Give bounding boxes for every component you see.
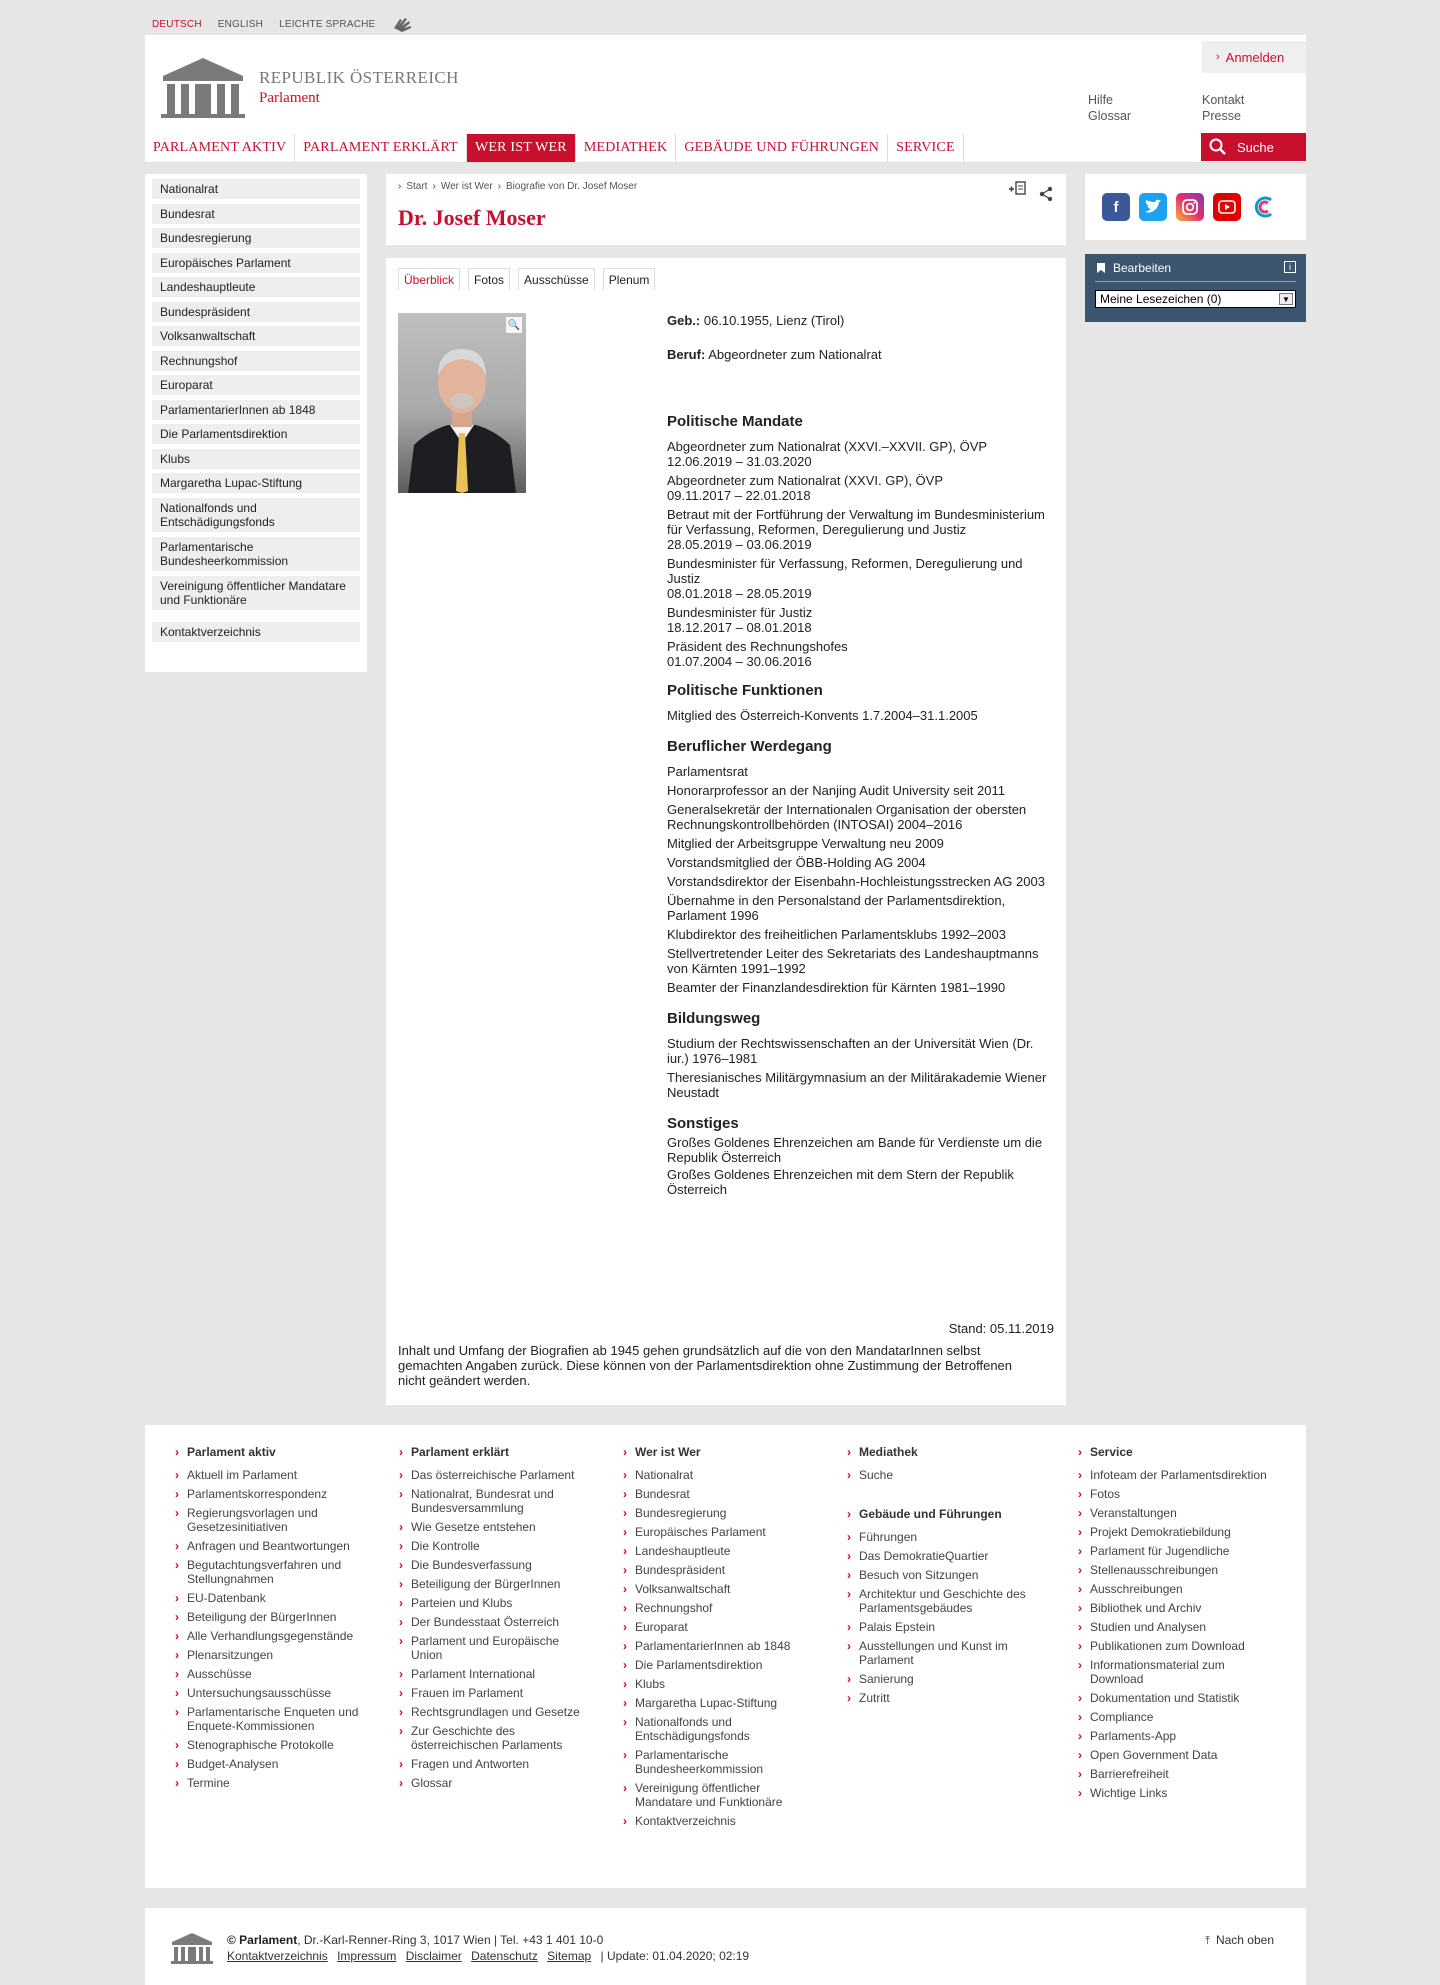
footer-link[interactable]: › Untersuchungsausschüsse bbox=[175, 1686, 365, 1700]
footer-link[interactable]: › Parlamentskorrespondenz bbox=[175, 1487, 365, 1501]
nav-service[interactable]: SERVICE bbox=[888, 134, 964, 162]
info-icon[interactable]: i bbox=[1284, 261, 1296, 273]
footer-link[interactable]: › Suche bbox=[847, 1468, 1037, 1482]
sidebar-item-nationalrat[interactable]: Nationalrat bbox=[152, 179, 360, 199]
footer-column-parlament-aktiv bbox=[175, 1445, 365, 1795]
sidebar-item-bundesregierung[interactable]: Bundesregierung bbox=[152, 228, 360, 248]
footer-link[interactable]: › Landeshauptleute bbox=[623, 1544, 813, 1558]
footer-column-heading[interactable]: › Mediathek bbox=[847, 1445, 1037, 1459]
mandate-item: Betraut mit der Fortführung der Verwaltung im Bundesministerium für Verfassung, Reformen, Deregulierung und Justiz 28.05.2019 – 03.06.2019 bbox=[667, 507, 1045, 552]
glossary-link[interactable]: Glossar bbox=[1088, 109, 1132, 123]
sidebar-item-lupac-stiftung[interactable]: Margaretha Lupac-Stiftung bbox=[152, 473, 360, 493]
tab-ueberblick[interactable]: Überblick bbox=[398, 268, 460, 290]
demokratiewebstatt-icon[interactable] bbox=[1250, 193, 1278, 221]
footer-link[interactable]: › Zur Geschichte des österreichischen Parlaments bbox=[399, 1724, 589, 1752]
back-to-top-link[interactable]: ⤒ Nach oben bbox=[1205, 1933, 1274, 1947]
werdegang-item: Klubdirektor des freiheitlichen Parlamentsklubs 1992–2003 bbox=[667, 927, 1006, 942]
footer-link[interactable]: › Parlament International bbox=[399, 1667, 589, 1681]
werdegang-item: Parlamentsrat bbox=[667, 764, 748, 779]
footer-column-wer-ist-wer bbox=[623, 1445, 813, 1833]
footer-link[interactable]: › Aktuell im Parlament bbox=[175, 1468, 365, 1482]
footer-link-disclaimer[interactable]: Disclaimer bbox=[405, 1949, 462, 1963]
breadcrumb-start[interactable]: Start bbox=[406, 181, 428, 192]
biography-content bbox=[386, 258, 1066, 1405]
sidebar-item-parlamentsdirektion[interactable]: Die Parlamentsdirektion bbox=[152, 424, 360, 444]
page-title: Dr. Josef Moser bbox=[398, 205, 546, 230]
mandate-item: Abgeordneter zum Nationalrat (XXVI. GP), ÖVP 09.11.2017 – 22.01.2018 bbox=[667, 473, 944, 503]
werdegang-item: Stellvertretender Leiter des Sekretariats des Landeshauptmanns von Kärnten 1991–1992 bbox=[667, 946, 1039, 976]
footer-link[interactable]: › Kontaktverzeichnis bbox=[623, 1814, 813, 1828]
update-text: | Update: 01.04.2020; 02:19 bbox=[600, 1949, 750, 1963]
footer-column-mediathek bbox=[847, 1445, 1037, 1710]
footer-link[interactable]: › Beteiligung der BürgerInnen bbox=[175, 1610, 365, 1624]
sidebar bbox=[145, 174, 367, 672]
footer-link[interactable]: › Parlament und Europäische Union bbox=[399, 1634, 589, 1662]
footer-column-parlament-erklaert bbox=[399, 1445, 589, 1795]
footer-link[interactable]: › Ausschreibungen bbox=[1078, 1582, 1268, 1596]
profession-label: Beruf: bbox=[667, 347, 706, 362]
footer-link[interactable]: › Rechnungshof bbox=[623, 1601, 813, 1615]
lang-leichte-sprache[interactable]: LEICHTE SPRACHE bbox=[279, 18, 376, 30]
tab-ausschuesse[interactable]: Ausschüsse bbox=[518, 268, 595, 290]
profession-value: Abgeordneter zum Nationalrat bbox=[708, 347, 882, 362]
section-heading-funktionen: Politische Funktionen bbox=[667, 682, 823, 699]
section-heading-mandate: Politische Mandate bbox=[667, 413, 803, 430]
footer-link[interactable]: › Open Government Data bbox=[1078, 1748, 1268, 1762]
werdegang-item: Mitglied der Arbeitsgruppe Verwaltung neu 2009 bbox=[667, 836, 944, 851]
footer-link[interactable]: › Anfragen und Beantwortungen bbox=[175, 1539, 365, 1553]
disclaimer-text: Inhalt und Umfang der Biografien ab 1945 gehen grundsätzlich auf die von den MandatarInnen selbst gemachten Angaben zurück. Diese können von der Parlamentsdirektion ohne Zustimmung der Betroffenen nicht geändert werden. bbox=[398, 1343, 1013, 1388]
footer-link[interactable]: › Die Bundesverfassung bbox=[399, 1558, 589, 1572]
footer-link[interactable]: › Margaretha Lupac-Stiftung bbox=[623, 1696, 813, 1710]
footer-link[interactable]: › Beteiligung der BürgerInnen bbox=[399, 1577, 589, 1591]
sidebar-item-parlamentarierinnen[interactable]: ParlamentarierInnen ab 1848 bbox=[152, 400, 360, 420]
section-heading-sonstiges: Sonstiges bbox=[667, 1115, 739, 1132]
footer-link[interactable]: › Ausstellungen und Kunst im Parlament bbox=[847, 1639, 1037, 1667]
login-button[interactable]: › Anmelden bbox=[1202, 41, 1306, 73]
chevron-right-icon: › bbox=[432, 181, 436, 192]
footer-link[interactable]: › Glossar bbox=[399, 1776, 589, 1790]
chevron-right-icon: › bbox=[497, 181, 502, 192]
footer-link[interactable]: › Nationalrat, Bundesrat und Bundesversammlung bbox=[399, 1487, 589, 1515]
footer-link[interactable]: › Volksanwaltschaft bbox=[623, 1582, 813, 1596]
press-link[interactable]: Presse bbox=[1202, 109, 1241, 123]
footer-link[interactable]: › Parlamentarische Enqueten und Enquete-Kommissionen bbox=[175, 1705, 365, 1733]
footer-link[interactable]: › Frauen im Parlament bbox=[399, 1686, 589, 1700]
footer-link[interactable]: › Regierungsvorlagen und Gesetzesinitiativen bbox=[175, 1506, 365, 1534]
sidebar-item-rechnungshof[interactable]: Rechnungshof bbox=[152, 351, 360, 371]
portrait-image bbox=[398, 313, 526, 493]
sidebar-item-kontaktverzeichnis[interactable]: Kontaktverzeichnis bbox=[152, 622, 360, 642]
sidebar-item-bundesheerkommission[interactable]: Parlamentarische Bundesheerkommission bbox=[152, 537, 360, 571]
footer-link[interactable]: › Fragen und Antworten bbox=[399, 1757, 589, 1771]
werdegang-item: Beamter der Finanzlandesdirektion für Kärnten 1981–1990 bbox=[667, 980, 1006, 995]
tab-bar bbox=[398, 268, 655, 290]
lang-deutsch[interactable]: DEUTSCH bbox=[152, 18, 202, 30]
footer-link[interactable]: › Projekt Demokratiebildung bbox=[1078, 1525, 1268, 1539]
tab-plenum[interactable]: Plenum bbox=[603, 268, 656, 290]
divider bbox=[1095, 281, 1296, 282]
tab-fotos[interactable]: Fotos bbox=[468, 268, 510, 290]
bookmark-add-icon[interactable] bbox=[1008, 180, 1028, 200]
chevron-right-icon: › bbox=[398, 181, 402, 192]
footer-link[interactable]: › Stenographische Protokolle bbox=[175, 1738, 365, 1752]
footer-link[interactable]: › Budget-Analysen bbox=[175, 1757, 365, 1771]
nav-gebaeude-fuehrungen[interactable]: GEBÄUDE UND FÜHRUNGEN bbox=[676, 134, 888, 162]
lang-english[interactable]: ENGLISH bbox=[217, 18, 264, 30]
werdegang-item: Vorstandsdirektor der Eisenbahn-Hochleistungsstrecken AG 2003 bbox=[667, 874, 1045, 889]
chevron-down-icon: ▼ bbox=[1279, 293, 1293, 305]
footer-column-service bbox=[1078, 1445, 1268, 1805]
footer-link[interactable]: › Alle Verhandlungsgegenstände bbox=[175, 1629, 365, 1643]
edit-box bbox=[1085, 254, 1306, 322]
footer-link[interactable]: › Parlaments-App bbox=[1078, 1729, 1268, 1743]
breadcrumb-current: Biografie von Dr. Josef Moser bbox=[506, 181, 638, 192]
footer-link[interactable]: › Studien und Analysen bbox=[1078, 1620, 1268, 1634]
footer-link[interactable]: › EU-Datenbank bbox=[175, 1591, 365, 1605]
footer-link[interactable]: › Begutachtungsverfahren und Stellungnahmen bbox=[175, 1558, 365, 1586]
footer-link[interactable]: › Das DemokratieQuartier bbox=[847, 1549, 1037, 1563]
footer-link-kontaktverzeichnis[interactable]: Kontaktverzeichnis bbox=[227, 1949, 328, 1963]
footer-link[interactable]: › Architektur und Geschichte des Parlamentsgebäudes bbox=[847, 1587, 1037, 1615]
sidebar-item-bundespraesident[interactable]: Bundespräsident bbox=[152, 302, 360, 322]
footer-link[interactable]: › Plenarsitzungen bbox=[175, 1648, 365, 1662]
sidebar-item-volksanwaltschaft[interactable]: Volksanwaltschaft bbox=[152, 326, 360, 346]
mandate-item: Bundesminister für Justiz 18.12.2017 – 08.01.2018 bbox=[667, 605, 813, 635]
language-bar bbox=[152, 14, 415, 34]
search-icon bbox=[1209, 138, 1227, 156]
footer-link[interactable]: › Fotos bbox=[1078, 1487, 1268, 1501]
footer-sitemap bbox=[145, 1425, 1306, 1888]
footer-link[interactable]: › Dokumentation und Statistik bbox=[1078, 1691, 1268, 1705]
footer-link-impressum[interactable]: Impressum bbox=[337, 1949, 397, 1963]
facebook-icon[interactable]: f bbox=[1102, 193, 1130, 221]
footer-link[interactable]: › Compliance bbox=[1078, 1710, 1268, 1724]
copyright-org: © Parlament bbox=[227, 1933, 298, 1947]
sidebar-item-europarat[interactable]: Europarat bbox=[152, 375, 360, 395]
footer-link[interactable]: › Zutritt bbox=[847, 1691, 1037, 1705]
bookmarks-select[interactable]: Meine Lesezeichen (0) ▼ bbox=[1095, 290, 1296, 308]
footer-link[interactable]: › Publikationen zum Download bbox=[1078, 1639, 1268, 1653]
sonstiges-item: Großes Goldenes Ehrenzeichen mit dem Stern der Republik Österreich bbox=[667, 1167, 1014, 1197]
footer-link[interactable]: › Parlamentarische Bundesheerkommission bbox=[623, 1748, 813, 1776]
werdegang-item: Vorstandsmitglied der ÖBB-Holding AG 2004 bbox=[667, 855, 926, 870]
footer-link[interactable]: › Europarat bbox=[623, 1620, 813, 1634]
footer-link[interactable]: › Stellenausschreibungen bbox=[1078, 1563, 1268, 1577]
footer-link[interactable]: › Wichtige Links bbox=[1078, 1786, 1268, 1800]
section-heading-bildung: Bildungsweg bbox=[667, 1010, 761, 1027]
funktion-item: Mitglied des Österreich-Konvents 1.7.2004–31.1.2005 bbox=[667, 708, 978, 723]
birth-label: Geb.: bbox=[667, 313, 701, 328]
mandate-item: Präsident des Rechnungshofes 01.07.2004 – 30.06.2016 bbox=[667, 639, 848, 669]
bildung-item: Studium der Rechtswissenschaften an der Universität Wien (Dr. iur.) 1976–1981 bbox=[667, 1036, 1034, 1066]
sign-language-hands-icon[interactable] bbox=[391, 14, 415, 34]
footer-link[interactable]: › Nationalrat bbox=[623, 1468, 813, 1482]
footer-link-sitemap[interactable]: Sitemap bbox=[547, 1949, 592, 1963]
breadcrumb bbox=[398, 181, 637, 192]
chevron-right-icon: › bbox=[1216, 51, 1220, 63]
title-card bbox=[386, 174, 1066, 245]
share-icon[interactable] bbox=[1038, 186, 1054, 202]
portrait-photo[interactable] bbox=[398, 313, 526, 493]
site-header bbox=[145, 35, 1306, 163]
footer-link[interactable]: › Palais Epstein bbox=[847, 1620, 1037, 1634]
bottom-bar bbox=[145, 1908, 1306, 1985]
parliament-building-icon bbox=[170, 1932, 214, 1964]
footer-link[interactable]: › Ausschüsse bbox=[175, 1667, 365, 1681]
last-updated: Stand: 05.11.2019 bbox=[948, 1321, 1054, 1336]
mandate-item: Bundesminister für Verfassung, Reformen, Deregulierung und Justiz 08.01.2018 – 28.05.2019 bbox=[667, 556, 1023, 601]
footer-link[interactable]: › Die Kontrolle bbox=[399, 1539, 589, 1553]
instagram-icon[interactable] bbox=[1176, 193, 1204, 221]
footer-link[interactable]: › Bibliothek und Archiv bbox=[1078, 1601, 1268, 1615]
contact-link[interactable]: Kontakt bbox=[1202, 93, 1245, 107]
search-button[interactable]: Suche bbox=[1201, 133, 1306, 161]
werdegang-item: Übernahme in den Personalstand der Parlamentsdirektion, Parlament 1996 bbox=[667, 893, 1006, 923]
nav-parlament-erklaert[interactable]: PARLAMENT ERKLÄRT bbox=[295, 134, 467, 162]
edit-box-title: Bearbeiten bbox=[1113, 261, 1172, 275]
sidebar-item-nationalfonds[interactable]: Nationalfonds und Entschädigungsfonds bbox=[152, 498, 360, 532]
footer-link[interactable]: › Die Parlamentsdirektion bbox=[623, 1658, 813, 1672]
footer-link[interactable]: › Rechtsgrundlagen und Gesetze bbox=[399, 1705, 589, 1719]
logo-title: REPUBLIK ÖSTERREICH bbox=[259, 67, 459, 87]
twitter-icon[interactable] bbox=[1139, 193, 1167, 221]
werdegang-item: Honorarprofessor an der Nanjing Audit University seit 2011 bbox=[667, 783, 1005, 798]
footer-link[interactable]: › Der Bundesstaat Österreich bbox=[399, 1615, 589, 1629]
footer-link[interactable]: › Das österreichische Parlament bbox=[399, 1468, 589, 1482]
footer-link[interactable]: › Bundesrat bbox=[623, 1487, 813, 1501]
social-media-box bbox=[1085, 174, 1306, 240]
footer-link[interactable]: › Barrierefreiheit bbox=[1078, 1767, 1268, 1781]
nav-mediathek[interactable]: MEDIATHEK bbox=[576, 134, 676, 162]
parliament-logo[interactable] bbox=[159, 56, 459, 118]
logo-subtitle: Parlament bbox=[259, 89, 320, 106]
footer-link[interactable]: › Bundesregierung bbox=[623, 1506, 813, 1520]
zoom-icon[interactable]: 🔍 bbox=[506, 317, 522, 333]
footer-link[interactable]: › Wie Gesetze entstehen bbox=[399, 1520, 589, 1534]
sonstiges-item: Großes Goldenes Ehrenzeichen am Bande für Verdienste um die Republik Österreich bbox=[667, 1135, 1043, 1165]
sidebar-item-klubs[interactable]: Klubs bbox=[152, 449, 360, 469]
footer-link[interactable]: › ParlamentarierInnen ab 1848 bbox=[623, 1639, 813, 1653]
footer-column-heading[interactable]: › Service bbox=[1078, 1445, 1268, 1459]
footer-link[interactable]: › Klubs bbox=[623, 1677, 813, 1691]
footer-column-heading[interactable]: › Parlament erklärt bbox=[399, 1445, 589, 1459]
spacer bbox=[847, 1487, 1037, 1507]
footer-link[interactable]: › Veranstaltungen bbox=[1078, 1506, 1268, 1520]
mandate-item: Abgeordneter zum Nationalrat (XXVI.–XXVII. GP), ÖVP 12.06.2019 – 31.03.2020 bbox=[667, 439, 988, 469]
sidebar-item-europaeisches-parlament[interactable]: Europäisches Parlament bbox=[152, 253, 360, 273]
help-link[interactable]: Hilfe bbox=[1088, 93, 1114, 107]
footer-link-datenschutz[interactable]: Datenschutz bbox=[471, 1949, 538, 1963]
arrow-up-icon: ⤒ bbox=[1205, 1935, 1210, 1947]
breadcrumb-wer-ist-wer[interactable]: Wer ist Wer bbox=[440, 181, 493, 192]
youtube-icon[interactable] bbox=[1213, 193, 1241, 221]
parliament-building-icon bbox=[159, 56, 247, 118]
main-navigation bbox=[145, 133, 1306, 163]
sidebar-item-vereinigung-mandatare[interactable]: Vereinigung öffentlicher Mandatare und Funktionäre bbox=[152, 576, 360, 610]
footer-column-heading[interactable]: › Parlament aktiv bbox=[175, 1445, 365, 1459]
footer-link[interactable]: › Parlament für Jugendliche bbox=[1078, 1544, 1268, 1558]
footer-column-heading[interactable]: › Gebäude und Führungen bbox=[847, 1507, 1037, 1521]
footer-link[interactable]: › Termine bbox=[175, 1776, 365, 1790]
footer-link[interactable]: › Vereinigung öffentlicher Mandatare und Funktionäre bbox=[623, 1781, 813, 1809]
footer-column-heading[interactable]: › Wer ist Wer bbox=[623, 1445, 813, 1459]
bookmark-icon bbox=[1095, 262, 1107, 274]
footer-link[interactable]: › Führungen bbox=[847, 1530, 1037, 1544]
sidebar-item-landeshauptleute[interactable]: Landeshauptleute bbox=[152, 277, 360, 297]
footer-link[interactable]: › Sanierung bbox=[847, 1672, 1037, 1686]
sidebar-item-bundesrat[interactable]: Bundesrat bbox=[152, 204, 360, 224]
footer-link[interactable]: › Informationsmaterial zum Download bbox=[1078, 1658, 1268, 1686]
section-heading-werdegang: Beruflicher Werdegang bbox=[667, 738, 832, 755]
footer-link[interactable]: › Europäisches Parlament bbox=[623, 1525, 813, 1539]
footer-link[interactable]: › Infoteam der Parlamentsdirektion bbox=[1078, 1468, 1268, 1482]
footer-link[interactable]: › Parteien und Klubs bbox=[399, 1596, 589, 1610]
birth-value: 06.10.1955, Lienz (Tirol) bbox=[703, 313, 845, 328]
address-text: , Dr.-Karl-Renner-Ring 3, 1017 Wien | Tel. +43 1 401 10-0 bbox=[297, 1933, 604, 1947]
nav-parlament-aktiv[interactable]: PARLAMENT AKTIV bbox=[145, 134, 295, 162]
werdegang-item: Generalsekretär der Internationalen Organisation der obersten Rechnungskontrollbehörden (INTOSAI) 2004–2016 bbox=[667, 802, 1027, 832]
nav-wer-ist-wer[interactable]: WER IST WER bbox=[467, 134, 576, 162]
footer-link[interactable]: › Bundespräsident bbox=[623, 1563, 813, 1577]
footer-link[interactable]: › Besuch von Sitzungen bbox=[847, 1568, 1037, 1582]
biography-text bbox=[667, 313, 1057, 1201]
footer-link[interactable]: › Nationalfonds und Entschädigungsfonds bbox=[623, 1715, 813, 1743]
bildung-item: Theresianisches Militärgymnasium an der Militärakademie Wiener Neustadt bbox=[667, 1070, 1047, 1100]
